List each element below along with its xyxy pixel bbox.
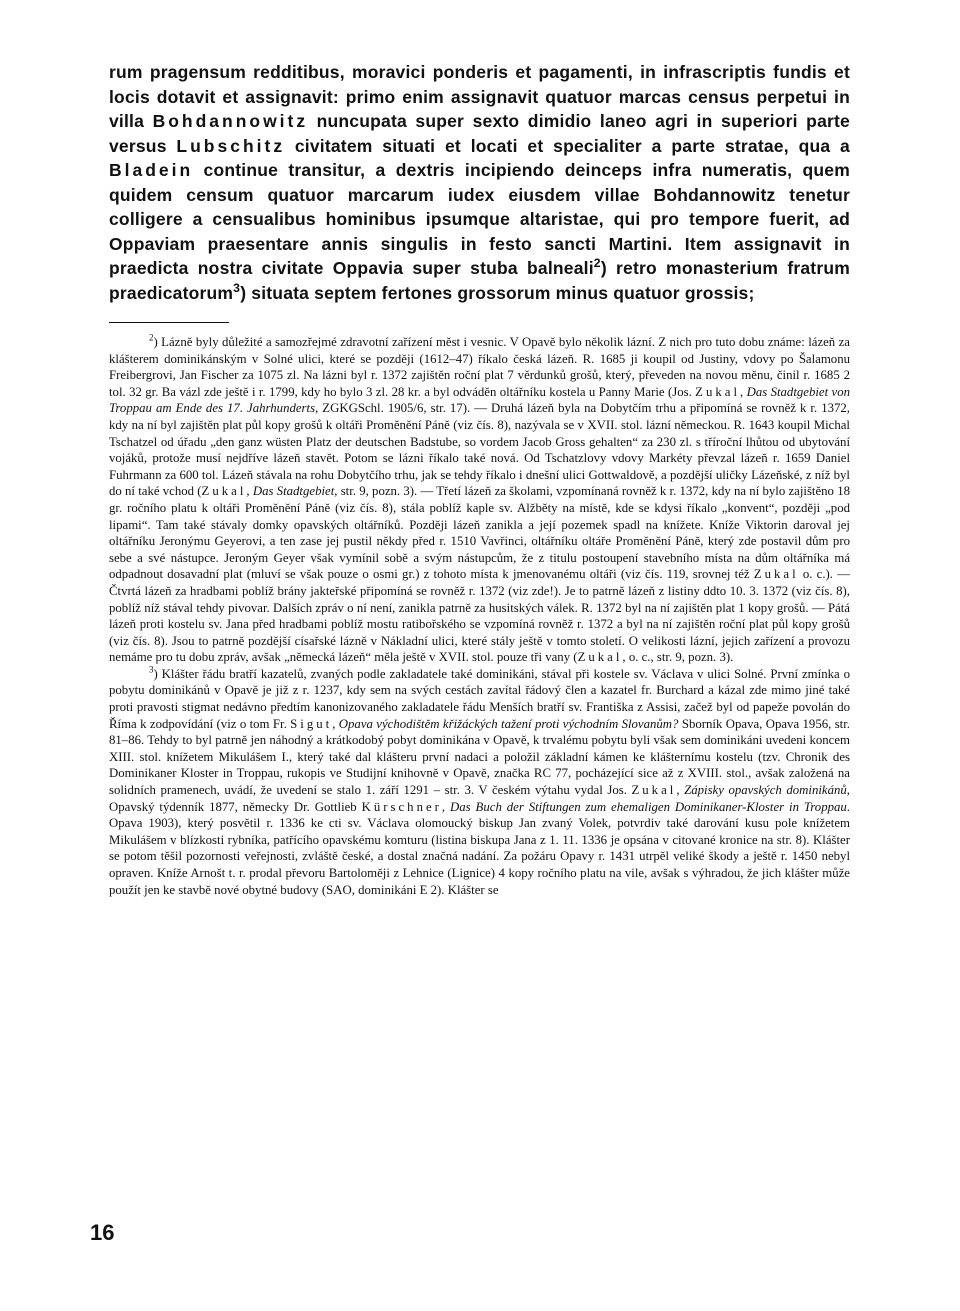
footnote-text: , — [246, 484, 253, 499]
spaced-name-bladein: Bladein — [109, 160, 194, 180]
footnotes — [109, 334, 850, 898]
cited-title: Opava východištěm křižáckých tažení proti východním Slovanům? — [338, 716, 679, 731]
page-body — [109, 60, 850, 898]
author-name: Kürschner — [361, 799, 442, 814]
author-name: Zukal — [201, 484, 247, 499]
author-name: Zukal — [631, 783, 677, 798]
footnote-text: . Opava 1903), který posvětil r. 1336 ke cti sv. Václava olomoucký biskup Jan zvaný Volek, potvrdiv také darování kusu pole knížetem Mikulášem v blízkosti rybníka, patřícího opavskému komturu (listina biskupa Jana z 1. 11. 1336 je opsána v citované kronice na str. 8). Klášter se potom těšil pozornosti veřejnosti, zvláště české, a dostal značná nadání. Za požáru Opavy r. 1431 utrpěl veliké škody a ještě r. 1450 nebyl opraven. Kníže Arnošt t. r. prodal převoru Bartoloměji z Lehnice (Lignice) 4 kopy ročního platu na vile, avšak s výhradou, že jich klášter může použít jen ke stavbě nové obytné budovy (SAO, dominikáni E 2). Klášter se — [109, 799, 850, 897]
footnote-mark: 3 — [149, 664, 154, 675]
main-text-part: rum pragensum redditibus, moravici ponderis et pagamenti, in infrascriptis fundis et locis dotavit et assignavit: primo enim assignavit quatuor marcas census perpetui in villa — [109, 62, 850, 131]
footnote-text: , Opavský týdenník 1877, německy Dr. Gottlieb — [109, 783, 850, 814]
footnote-text: , — [740, 384, 747, 399]
footnote-mark: 2 — [149, 332, 154, 343]
footnote-text: , ZGKGSchl. 1905/6, str. 17). — Druhá lázeň byla na Dobytčím trhu a připomíná se rovněž k r. 1372, kdy na ní byl zajištěn plat půl kopy grošů k oltáři Proměnění Páně (viz čís. 8), nazývala se v XVII. stol. lázní německou. R. 1643 koupil Michal Tschatzel od úřadu „den ganz wüsten Platz der deutschen Badstube, so vordem Jacob Gross gehalten“ za 230 zl. s tříroční lhůtou od ubytování vojáků, protože musí nejdříve lázeň stavět. Potom se lázni říkalo také nová. Od Tschatzlovy vdovy Markéty převzal lázeň r. 1659 Daniel Fuhrmann za 600 tol. Lázeň stávala na rohu Dobytčího trhu, jak se tehdy říkalo i dnešní ulici Gottwaldově, a pozdější uličky Lázeňské, z níž byl do ní také vchod ( — [109, 401, 850, 499]
cited-title: Das Buch der Stiftungen zum ehemaligen Dominikaner-Kloster in Troppau — [450, 799, 847, 814]
footnote-text: , — [676, 783, 685, 798]
main-text-part: nuncupata super sexto dimidio laneo agri in superiori parte versus — [109, 111, 850, 156]
main-text — [109, 60, 850, 305]
main-text-part: civitatem situati et locati et specialiter a parte stratae, qua a — [285, 135, 850, 156]
footnote-3 — [109, 666, 850, 898]
author-name: Zukal — [695, 384, 741, 399]
footnote-text: Sborník Opava, Opava 1956, str. 81–86. Tehdy to byl patrně jen náhodný a krátkodobý pobyt dominikána v Opavě, k trvalému pobytu byli však sem dominikáni uvedeni koncem XIII. stol. knížetem Mikulášem I., který také dal klášteru první nadaci a položil základní kámen ke klášternímu kostelu (tzv. Chronik des Dominikaner Kloster in Troppau, rukopis ve Studijní knihovně v Opavě, značka RC 77, pocházející sice až z XVIII. stol., avšak založená na solidních pramenech, uvádí, že uvedení se stalo 1. září 1291 – str. 3. V českém výtahu vydal Jos. — [109, 716, 850, 798]
footnote-text: , — [441, 799, 451, 814]
footnote-text: ) Lázně byly důležité a samozřejmé zdravotní zařízení měst i vesnic. V Opavě bylo několik lázní. Z nich pro tuto dobu známe: lázeň za klášterem dominikánským v Solné ulici, které se později (1612–47) říkalo česká lázeň. R. 1685 ji koupil od Justiny, vdovy po Šalamonu Freibergrovi, Jan Fischer za 1075 zl. Na lázni byl r. 1372 zajištěn roční plat 7 věrdunků grošů, který, převeden na novou měnu, činil r. 1685 2 tol. 32 gr. Ba vázl zde ještě i r. 1799, kdy ho bylo 3 zl. 28 kr. a byl odváděn oltářníku kostela u Panny Marie (Jos. — [109, 335, 850, 399]
author-name: Zukal — [753, 567, 799, 582]
footnote-separator — [109, 322, 229, 323]
footnote-text: ) Klášter řádu bratří kazatelů, zvaných podle zakladatele také dominikáni, stával při kostele sv. Václava v ulici Solné. První zmínka o pobytu dominikánů v Opavě je již z r. 1237, kdy sem na svých cestách zavítal řádový člen a kazatel fr. Burchard a kázal zde mimo jiné také proti pravosti stigmat nedávno předtím kanonizovaného zakladatele řádu Menších bratří sv. Františka z Assisi, začež byl od papeže povolán do Říma k zodpovídání (viz o tom Fr. — [109, 666, 850, 731]
cited-title: Das Stadtgebiet — [252, 484, 335, 499]
author-name: Sigut — [290, 716, 333, 731]
footnote-ref-2: 2 — [593, 256, 601, 271]
footnote-text: , str. 9, pozn. 3). — Třetí lázeň za školami, vzpomínaná rovněž k r. 1372, kdy na ní bylo zajištěno 18 gr. ročního platu k oltáři Proměnění Páně (viz čís. 8), stála poblíž kaple sv. Alžběty na místě, kde se kdysi říkalo „konvent“, později „pod lipami“. Tam také stávaly domky opavských oltářníků. Později lázeň zanikla a její pozemek spadl na knížete. Kníže Viktorin daroval jej oltářníku Jeronýmu Geyerovi, a ten zase jej pustil někdy před r. 1510 Vavřinci, oltářníku oltáře Proměnění Páně, který zde postavil dům pro sebe a své nástupce. Jeroným Geyer však vymínil sobě a svým nástupcům, že z titulu postoupení stavebního místa na dům oltářníka má odpadnout dosavadní plat (mluví se však pouze o osmi gr.) z tohoto místa k jmenovanému oltáři (viz čís. 119, srovnej též — [109, 484, 850, 582]
main-text-part: continue transitur, a dextris incipiendo deinceps infra numeratis, quem quidem censum quatuor marcarum iudex eiusdem villae Bohdannowitz tenetur colligere a censualibus hominibus ipsumque altaristae, qui pro tempore fuerit, ad Oppaviam praesentare annis singulis in festo sancti Martini. Item assignavit in praedicta nostra civitate Oppavia super stuba balneali — [109, 160, 850, 278]
cited-title: Zápisky opavských dominikánů — [684, 783, 847, 798]
footnote-text: , — [332, 716, 339, 731]
footnote-text: o. c.). — Čtvrtá lázeň za hradbami poblíž brány jakteřské připomíná se rovněž r. 1372 (viz zde!). Je to patrně lázeň z listiny ddto 10. 3. 1372 (viz čís. 8), poblíž níž stával tehdy pivovar. Dalších zpráv o ní není, zanikla patrně za husitských válek. R. 1372 byl na ní zajištěn plat 1 kopy grošů. — Pátá lázeň proti kostelu sv. Jana před hradbami poblíž mostu ratibořského se vzpomíná rovněž r. 1372 a byl na ní zajištěn roční plat půl kopy grošů (viz čís. 8). Jsou to patrně pozdější císařské lázně v Nákladní ulici, které stály ještě v tomto století. O velikosti lázní, jejich zařízení a provozu nemáme pro tu dobu zpráv, avšak „německá lázeň“ měla ještě v XVII. stol. pouze tři vany ( — [109, 567, 850, 665]
spaced-name-bohdannowitz: Bohdannowitz — [152, 111, 309, 131]
spaced-name-lubschitz: Lubschitz — [176, 135, 286, 156]
footnote-ref-3: 3 — [233, 280, 241, 295]
footnote-2 — [109, 334, 850, 666]
author-name: Zukal — [577, 650, 623, 665]
main-text-part: ) situata septem fertones grossorum minus quatuor grossis; — [240, 282, 755, 303]
footnote-text: , o. c., str. 9, pozn. 3). — [622, 650, 734, 665]
cited-title: Das Stadtgebiet von Troppau am Ende des 17. Jahrhunderts — [109, 384, 850, 416]
page-number: 16 — [90, 1220, 115, 1245]
main-text-part: ) retro monasterium fratrum praedicatorum — [109, 258, 850, 303]
